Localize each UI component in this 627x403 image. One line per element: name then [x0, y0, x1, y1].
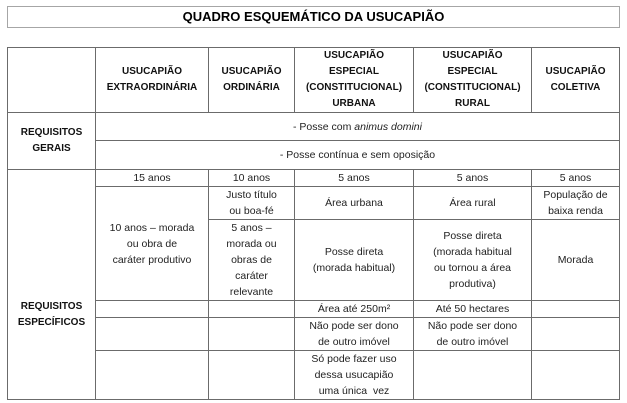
ordinaria-reduzida: [209, 220, 295, 301]
label-line: REQUISITOS: [20, 300, 83, 312]
urbana-dono: [295, 318, 414, 351]
empty-cell: [532, 318, 620, 351]
header-especial-rural: [414, 48, 532, 113]
cell-line: ou tornou a área: [433, 262, 512, 274]
coletiva-posse: Morada: [532, 220, 620, 301]
cell-line: Posse direta: [443, 230, 502, 242]
header-line: (CONSTITUCIONAL): [305, 82, 403, 93]
cell-line: 10 anos – morada: [109, 221, 195, 234]
cell-line: uma única vez: [318, 385, 390, 397]
limite-row: [8, 301, 620, 318]
requisito-geral-posse-continua: - Posse contínua e sem oposição: [96, 141, 620, 170]
urbana-posse: [295, 220, 414, 301]
prazo-row: [8, 170, 620, 187]
header-empty-cell: [8, 48, 96, 113]
cell-line: Posse direta: [324, 246, 384, 258]
extraordinaria-reduzida: [96, 187, 209, 301]
cell-line: Não pode ser dono: [427, 320, 518, 332]
header-especial-urbana: [295, 48, 414, 113]
empty-cell: [96, 351, 209, 400]
cell-line: ou obra de: [126, 237, 178, 250]
area-row: [8, 187, 620, 220]
unica-row: [8, 351, 620, 400]
header-line: USUCAPIÃO: [323, 50, 384, 61]
cell-line: caráter produtivo: [112, 253, 192, 266]
header-line: USUCAPIÃO: [221, 66, 282, 77]
header-extraordinaria: [96, 48, 209, 113]
header-line: COLETIVA: [550, 82, 601, 93]
empty-cell: [532, 351, 620, 400]
header-coletiva: [532, 48, 620, 113]
header-row: [8, 48, 620, 113]
empty-cell: [209, 301, 295, 318]
cell-line: de outro imóvel: [318, 336, 390, 348]
coletiva-populacao: [532, 187, 620, 220]
requisitos-gerais-label: [8, 113, 96, 170]
cell-line: produtiva): [449, 278, 496, 290]
dono-row: [8, 318, 620, 351]
header-line: ORDINÁRIA: [223, 82, 280, 93]
header-line: ESPECIAL: [328, 66, 379, 77]
cell-line: baixa renda: [548, 205, 603, 217]
label-line: ESPECÍFICOS: [17, 316, 86, 328]
header-line: USUCAPIÃO: [121, 66, 182, 77]
urbana-limite: Área até 250m²: [295, 301, 414, 318]
header-line: (CONSTITUCIONAL): [424, 82, 521, 93]
prazo-rural: 5 anos: [414, 170, 532, 187]
empty-cell: [96, 301, 209, 318]
cell-line: dessa usucapião: [314, 369, 394, 381]
cell-line: morada ou: [226, 238, 277, 250]
cell-line: de outro imóvel: [436, 336, 509, 348]
empty-cell: [96, 318, 209, 351]
header-line: USUCAPIÃO: [545, 66, 606, 77]
cell-line: População de: [543, 189, 608, 201]
requisito-text: - Posse com: [293, 120, 355, 133]
requisito-geral-animus-domini: [96, 113, 620, 141]
header-line: ESPECIAL: [447, 66, 498, 77]
usucapiao-table: [7, 47, 620, 400]
urbana-unica-vez: [295, 351, 414, 400]
label-line: GERAIS: [32, 143, 71, 154]
header-line: EXTRAORDINÁRIA: [106, 82, 198, 93]
requisitos-gerais-row-1: [8, 113, 620, 141]
requisito-italic-text: animus domini: [354, 120, 422, 133]
empty-cell: [414, 351, 532, 400]
empty-cell: [209, 351, 295, 400]
header-ordinaria: [209, 48, 295, 113]
rural-limite: Até 50 hectares: [414, 301, 532, 318]
header-line: RURAL: [455, 98, 490, 109]
prazo-extraordinaria: 15 anos: [96, 170, 209, 187]
cell-line: obras de: [231, 254, 272, 266]
prazo-urbana: 5 anos: [295, 170, 414, 187]
cell-line: (morada habitual): [312, 262, 396, 274]
cell-line: 5 anos –: [231, 222, 272, 234]
cell-line: (morada habitual: [433, 246, 512, 258]
rural-area: Área rural: [414, 187, 532, 220]
header-line: URBANA: [332, 98, 376, 109]
prazo-coletiva: 5 anos: [532, 170, 620, 187]
label-line: REQUISITOS: [20, 127, 83, 138]
ordinaria-justo-titulo: [209, 187, 295, 220]
requisitos-especificos-label: [8, 170, 96, 400]
rural-posse: [414, 220, 532, 301]
cell-line: Não pode ser dono: [309, 320, 399, 332]
cell-line: Justo título: [226, 189, 277, 201]
rural-dono: [414, 318, 532, 351]
empty-cell: [532, 301, 620, 318]
page-title: QUADRO ESQUEMÁTICO DA USUCAPIÃO: [7, 6, 620, 28]
cell-line: Só pode fazer uso: [311, 353, 397, 365]
cell-line: relevante: [229, 286, 274, 298]
header-line: USUCAPIÃO: [442, 50, 503, 61]
empty-cell: [209, 318, 295, 351]
cell-line: caráter: [235, 270, 268, 282]
prazo-ordinaria: 10 anos: [209, 170, 295, 187]
urbana-area: Área urbana: [295, 187, 414, 220]
requisitos-gerais-row-2: [8, 141, 620, 170]
cell-line: ou boa-fé: [229, 205, 274, 217]
